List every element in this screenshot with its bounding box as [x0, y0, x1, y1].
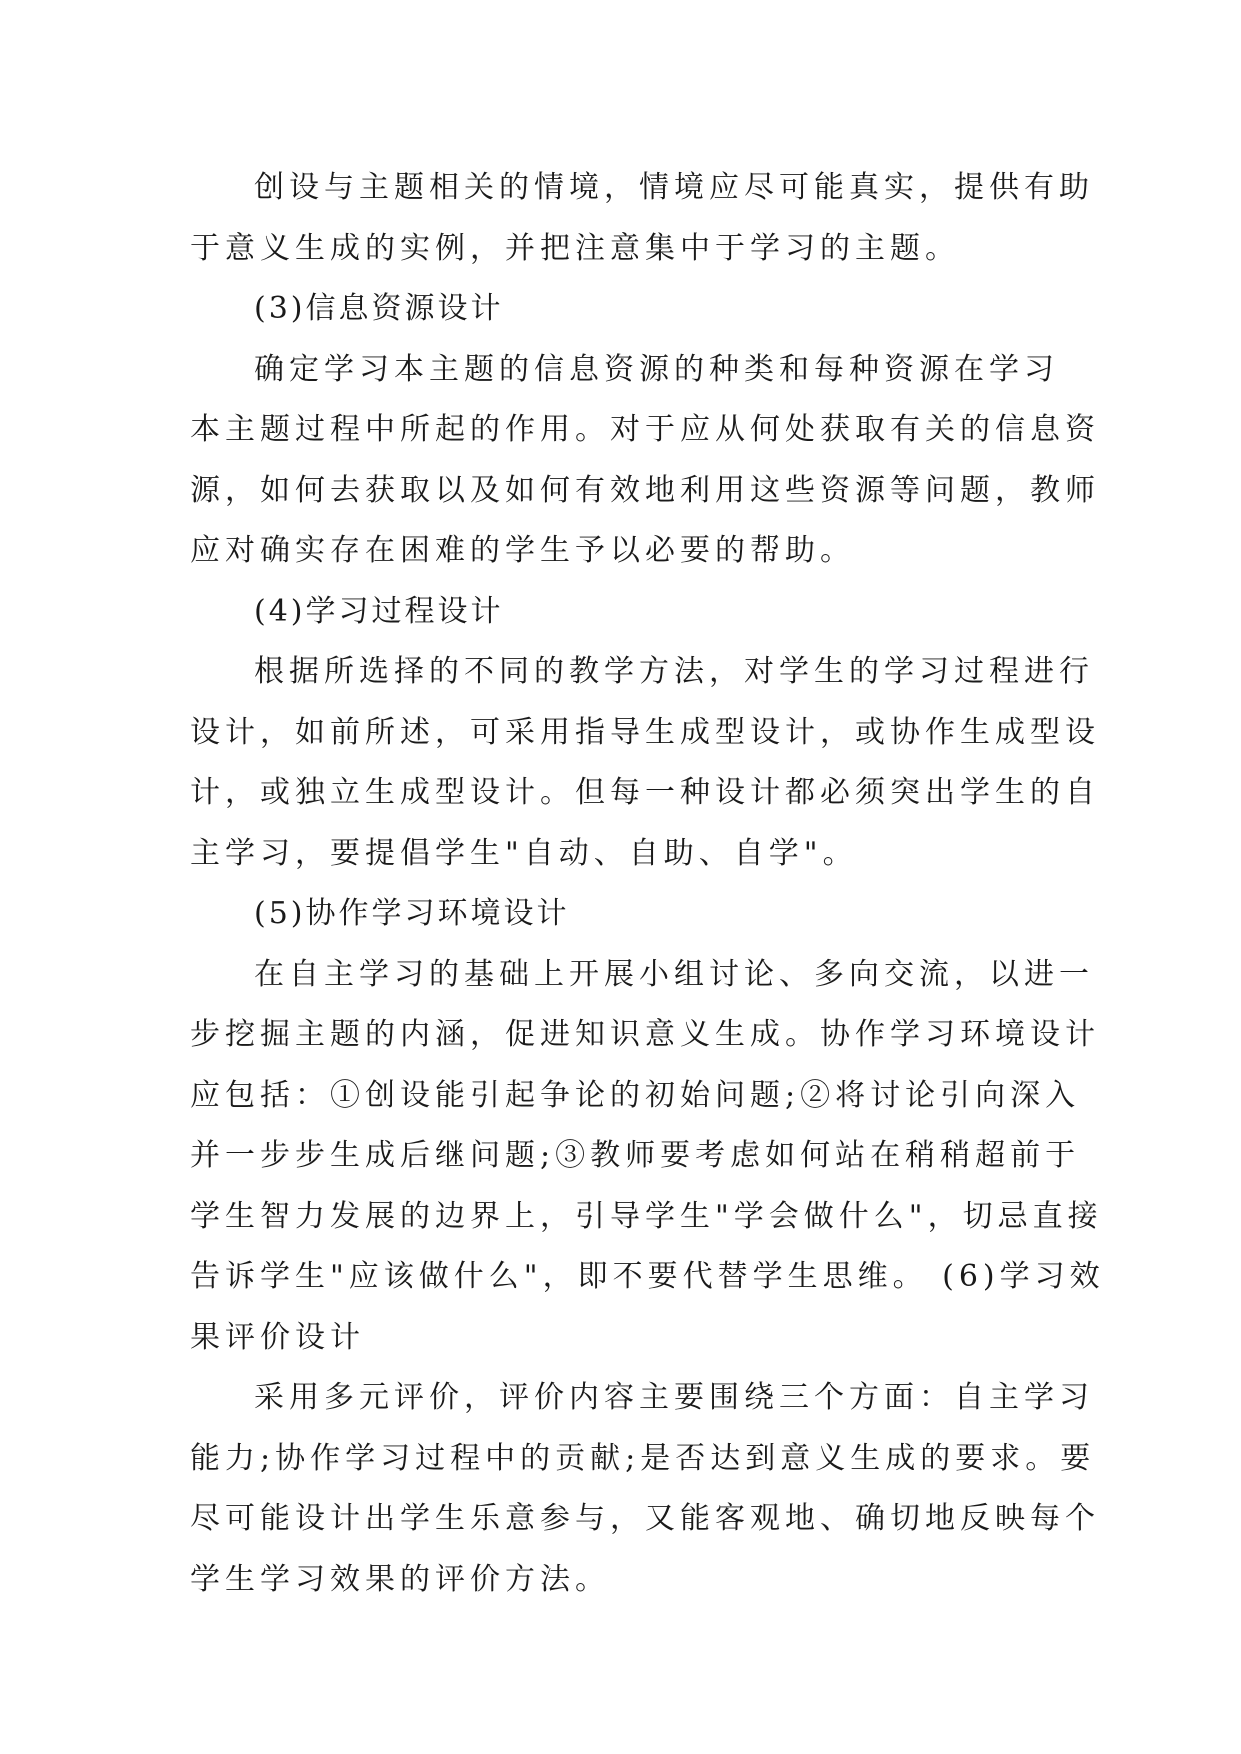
- paragraph-line: 主学习，要提倡学生"自动、自助、自学"。: [190, 835, 858, 871]
- paragraph-line: 确定学习本主题的信息资源的种类和每种资源在学习: [254, 351, 1059, 387]
- paragraph-line: 告诉学生"应该做什么"，即不要代替学生思维。 (6)学习效: [190, 1259, 1105, 1294]
- paragraph-line: 步挖掘主题的内涵，促进知识意义生成。协作学习环境设计: [190, 1017, 1100, 1052]
- paragraph-line: 计，或独立生成型设计。但每一种设计都必须突出学生的自: [190, 775, 1100, 810]
- paragraph-line: 设计，如前所述，可采用指导生成型设计，或协作生成型设: [190, 714, 1100, 750]
- section-heading-3: (3)信息资源设计: [254, 291, 504, 326]
- paragraph-line: 本主题过程中所起的作用。对于应从何处获取有关的信息资: [190, 412, 1100, 447]
- document-body: [190, 158, 1105, 1610]
- section-heading-4: (4)学习过程设计: [254, 593, 504, 629]
- paragraph-line: 源，如何去获取以及如何有效地利用这些资源等问题，教师: [190, 472, 1100, 508]
- paragraph-line: 在自主学习的基础上开展小组讨论、多向交流，以进一: [254, 956, 1094, 992]
- paragraph-line: 于意义生成的实例，并把注意集中于学习的主题。: [190, 230, 960, 266]
- paragraph-line: 学生学习效果的评价方法。: [190, 1561, 610, 1597]
- paragraph-line: 应对确实存在困难的学生予以必要的帮助。: [190, 533, 855, 568]
- paragraph-line: 尽可能设计出学生乐意参与，又能客观地、确切地反映每个: [190, 1501, 1100, 1536]
- paragraph-line: 果评价设计: [190, 1319, 365, 1355]
- paragraph-line: 并一步步生成后继问题;③教师要考虑如何站在稍稍超前于: [190, 1138, 1081, 1173]
- paragraph-line: 能力;协作学习过程中的贡献;是否达到意义生成的要求。要: [190, 1440, 1096, 1476]
- paragraph-line: 根据所选择的不同的教学方法，对学生的学习过程进行: [254, 654, 1094, 689]
- paragraph-line: 采用多元评价，评价内容主要围绕三个方面：自主学习: [254, 1380, 1094, 1415]
- section-heading-5: (5)协作学习环境设计: [254, 896, 570, 931]
- paragraph-line: 应包括：①创设能引起争论的初始问题;②将讨论引向深入: [190, 1077, 1081, 1113]
- paragraph-line: 学生智力发展的边界上，引导学生"学会做什么"，切忌直接: [190, 1198, 1103, 1234]
- paragraph-line: 创设与主题相关的情境，情境应尽可能真实，提供有助: [254, 170, 1094, 205]
